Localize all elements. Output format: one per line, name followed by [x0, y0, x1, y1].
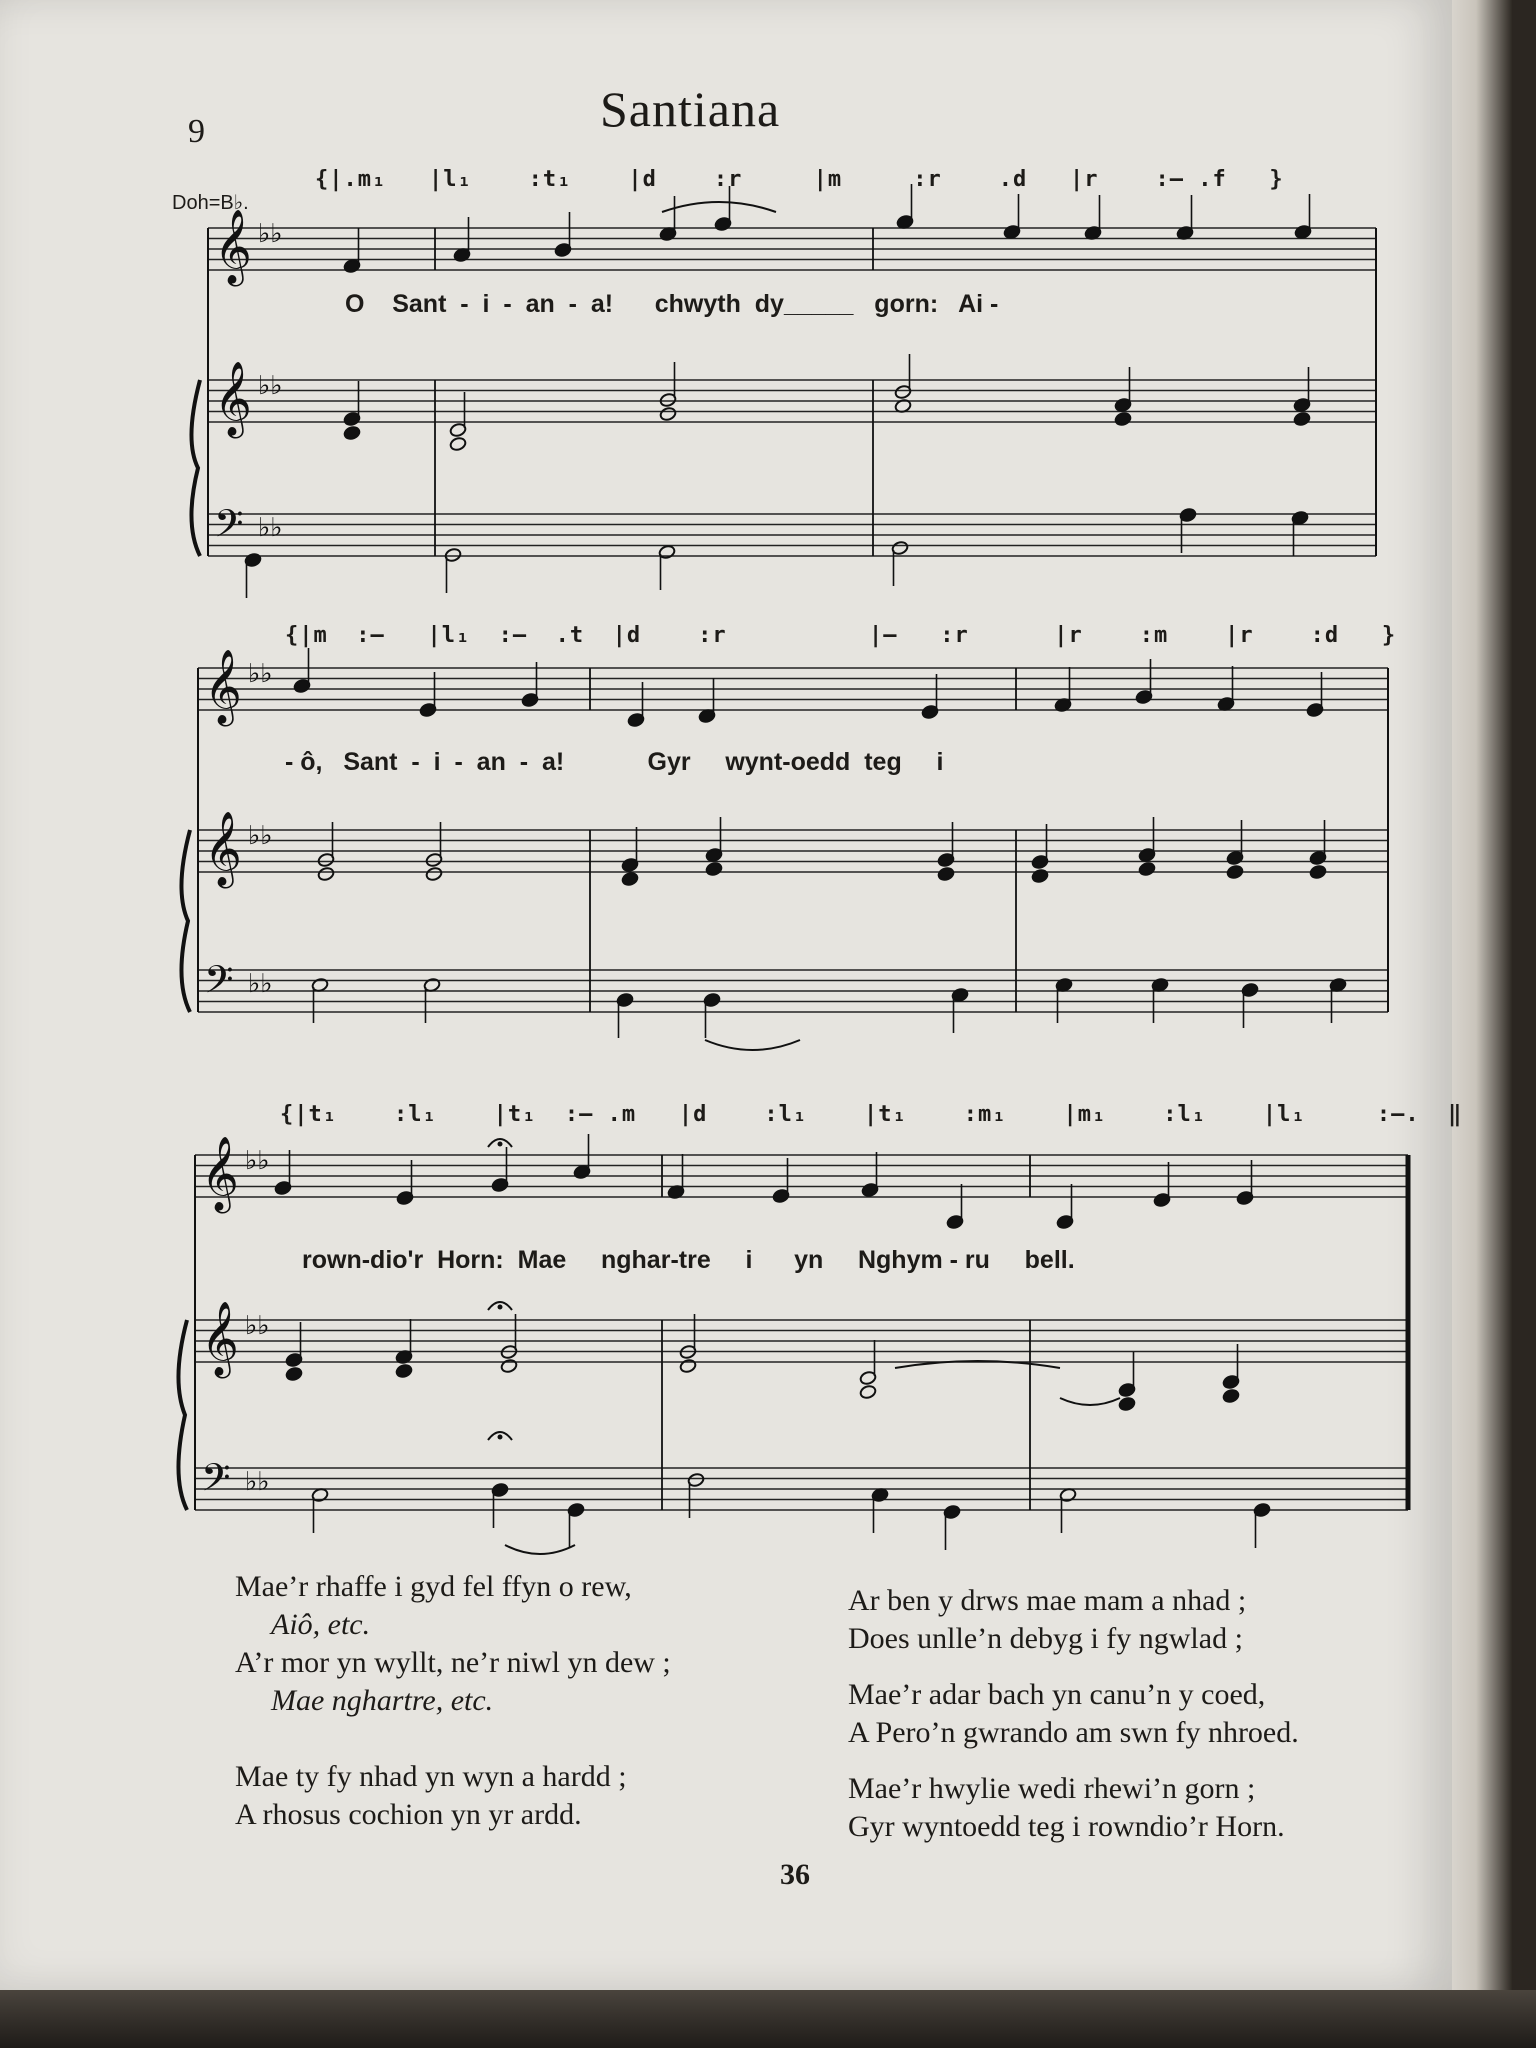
notehead — [1031, 868, 1049, 883]
verse-line: Gyr wyntoedd teg i rowndio’r Horn. — [848, 1810, 1285, 1843]
verse-line: A Pero’n gwrando am swn fy nhroed. — [848, 1716, 1299, 1749]
fermata-dot — [498, 1142, 503, 1147]
notehead — [859, 1384, 877, 1399]
verse-column-left — [235, 1568, 671, 1834]
notehead — [679, 1358, 697, 1373]
flat-sign-icon: ♭♭ — [245, 1467, 270, 1497]
lyrics-line-2: - ô, Sant - i - an - a! Gyr wynt-oedd teg i — [285, 748, 944, 776]
flat-sign-icon: ♭♭ — [245, 1311, 270, 1341]
notehead — [449, 436, 467, 451]
treble-clef-icon: 𝄞 — [201, 1302, 239, 1376]
flat-sign-icon: ♭♭ — [248, 821, 273, 851]
brace — [181, 830, 190, 1012]
bottom-shadow — [0, 1990, 1536, 2048]
verse-line: Does unlle’n debyg i fy ngwlad ; — [848, 1622, 1243, 1655]
notehead — [343, 425, 361, 440]
page-title: Santiana — [600, 81, 781, 137]
notehead — [1293, 411, 1311, 426]
tie — [1060, 1398, 1120, 1405]
lyrics-line-1: O Sant - i - an - a! chwyth dy_____ gorn: Ai - — [345, 290, 999, 318]
treble-clef-icon: 𝄞 — [214, 362, 252, 436]
notehead — [317, 866, 335, 881]
notehead — [937, 866, 955, 881]
tie — [705, 1040, 800, 1050]
flat-sign-icon: ♭♭ — [258, 219, 283, 249]
notehead — [285, 1366, 303, 1381]
flat-sign-icon: ♭♭ — [245, 1146, 270, 1176]
notehead — [1138, 861, 1156, 876]
notehead — [659, 406, 677, 421]
notehead — [1114, 411, 1132, 426]
fermata-dot — [498, 1435, 503, 1440]
flat-sign-icon: ♭♭ — [248, 969, 273, 999]
verse-refrain: Mae nghartre, etc. — [271, 1684, 494, 1717]
verse-line: A’r mor yn wyllt, ne’r niwl yn dew ; — [235, 1646, 671, 1679]
notehead — [1226, 864, 1244, 879]
solfa-line-1: {|.m₁ |l₁ :t₁ |d :r |m :r .d |r :– .f } — [315, 167, 1284, 192]
staves — [178, 210, 1408, 1510]
flat-sign-icon: ♭♭ — [258, 513, 283, 543]
lyrics-line-3: rown-dio'r Horn: Mae nghar-tre i yn Nghym - ru bell. — [302, 1246, 1075, 1274]
notehead — [1222, 1388, 1240, 1403]
page-edge — [1452, 0, 1512, 2048]
notehead — [621, 871, 639, 886]
tie — [662, 202, 776, 212]
treble-clef-icon: 𝄞 — [201, 1137, 239, 1211]
verse-column-right — [848, 1582, 1299, 1846]
treble-clef-icon: 𝄞 — [204, 812, 242, 886]
treble-clef-icon: 𝄞 — [214, 210, 252, 284]
song-number: 9 — [188, 113, 205, 150]
verse-line: Mae’r hwylie wedi rhewi’n gorn ; — [848, 1772, 1256, 1805]
key-signature: Doh=B♭. — [172, 192, 249, 214]
flat-sign-icon: ♭♭ — [248, 659, 273, 689]
notehead — [395, 1363, 413, 1378]
treble-clef-icon: 𝄞 — [204, 650, 242, 724]
verse-line: Mae’r rhaffe i gyd fel ffyn o rew, — [235, 1570, 632, 1603]
verse-line: Mae’r adar bach yn canu’n y coed, — [848, 1678, 1266, 1711]
flat-sign-icon: ♭♭ — [258, 371, 283, 401]
verse-refrain: Aiô, etc. — [271, 1608, 371, 1641]
page-number: 36 — [780, 1858, 810, 1891]
notehead — [1118, 1396, 1136, 1411]
notehead — [500, 1358, 518, 1373]
verse-line: Mae ty fy nhad yn wyn a hardd ; — [235, 1760, 627, 1793]
tie — [505, 1545, 575, 1554]
notes — [244, 184, 1347, 1554]
solfa-line-2: {|m :– |l₁ :– .t |d :r |– :r |r :m |r :d } — [285, 623, 1397, 648]
fermata-dot — [498, 1305, 503, 1310]
solfa-line-3: {|t₁ :l₁ |t₁ :– .m |d :l₁ |t₁ :m₁ |m₁ :l₁ |l₁ :–. ‖ — [280, 1102, 1463, 1127]
verse-line: A rhosus cochion yn yr ardd. — [235, 1798, 582, 1831]
brace — [178, 1320, 187, 1510]
notehead — [1309, 864, 1327, 879]
notehead — [705, 861, 723, 876]
brace — [191, 380, 200, 556]
bass-clef-icon: 𝄢 — [201, 1455, 231, 1509]
notehead — [425, 866, 443, 881]
bass-clef-icon: 𝄢 — [214, 501, 244, 555]
verse-line: Ar ben y drws mae mam a nhad ; — [848, 1584, 1247, 1617]
bass-clef-icon: 𝄢 — [204, 957, 234, 1011]
